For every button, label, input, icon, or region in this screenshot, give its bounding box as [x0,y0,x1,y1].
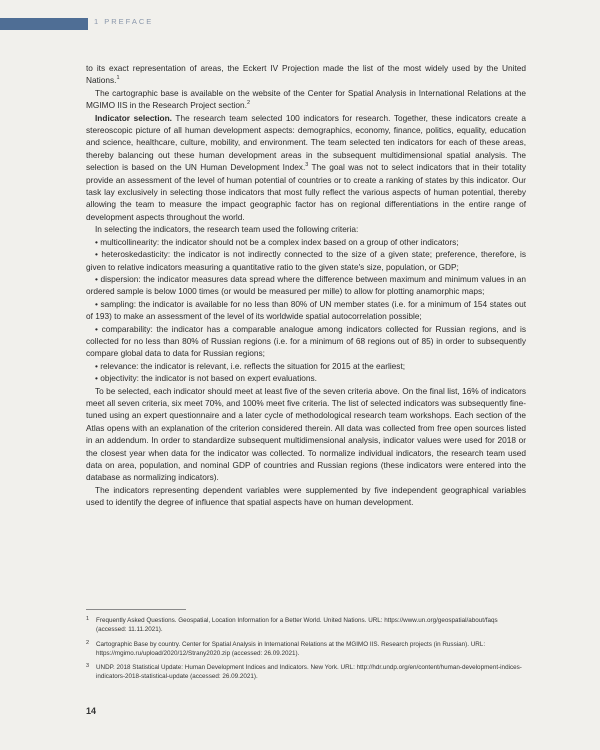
criteria-bullet: • sampling: the indicator is available for no less than 80% of UN member states (i.e. for a minimum of 154 states out of 193) to make an assessment of the level of its worldwide spatial autocorrelation possible; [86,298,526,322]
criteria-bullet: • objectivity: the indicator is not based on expert evaluations. [95,373,317,384]
paragraph-5: To be selected, each indicator should meet at least five of the seven criteria above. On the final list, 16% of indicators meet all seven criteria, six meet 70%, and 100% meet five criteria. The list of selected indicators was subsequently fine-tuned using an expert questionnaire and a later cycle of methodological research team workshops. Each section of the Atlas opens with an explanation of the criterion considered therein. All data was collected from free open sources listed in an addendum. In order to standardize subsequent multidimensional analysis, indicator values were used for 2018 or the closest year when data for the indicator was collected. To normalize individual indicators, the research team used data on area, population, and nominal GDP of countries and Russian regions (these indicators were entered into the database as normalizing indicators). [86,385,526,483]
footnote-text: Frequently Asked Questions. Geospatial, Location Information for a Better World. United Nations. URL: https://www.un.org/geospatial/about/faqs (accessed: 11.11.2021). [96,617,498,634]
section-header: 1 PREFACE [94,17,154,26]
body-text [86,62,526,509]
footnote-number: 2 [86,639,90,646]
criteria-bullet: • multicollinearity: the indicator should not be a complex index based on a group of other indicators; [95,236,459,247]
criteria-bullet: • heteroskedasticity: the indicator is not indirectly connected to the size of a given state; preference, therefore, is given to relative indicators measuring a quantitative ratio to the given state's size, population, or GDP; [86,249,526,272]
footnote-number: 3 [86,663,90,670]
footnote-number: 1 [86,616,90,622]
footnote-ref-2: 2 [246,100,250,107]
footnote-text: UNDP. 2018 Statistical Update: Human Development Indices and Indicators. New York. URL: http://hdr.undp.org/en/content/human-development-indices-indicators-2018-statistical-update (accessed: 26.09.2021). [96,664,522,681]
header-color-bar [0,18,88,30]
footnote [86,640,526,659]
criteria-bullet: • comparability: the indicator has a comparable analogue among indicators collected for Russian regions, and is collected for no less than 80% of Russian regions (i.e. for a minimum of 68 regions out of 85) in order to subsequently compare global data to data for Russian regions; [86,323,526,359]
paragraph-criteria-intro: In selecting the indicators, the research team used the following criteria: [95,224,359,235]
footnote-ref-3: 3 [305,162,309,169]
paragraph-3b-text: The goal was not to select indicators that in their totality provide an assessment of the level of human potential of countries or to create a ranking of states by this indicator. Our task lay exclusively in selecting those indicators that most fully reflect the various aspects of human potential, thereby allowing the team to measure the impact geographic factor has on regional differentiations in the entire range of development aspects throughout the world. [86,162,527,222]
run-in-heading: Indicator selection. [95,112,172,123]
paragraph-3a-text: The research team selected 100 indicators for research. Together, these indicators create a stereoscopic picture of all human development aspects: demographics, economy, finance, politics, equality, education and science, healthcare, culture, mobility, and environment. The team selected ten indicators for each of these areas, thereby balancing out these human development areas in the subsequent multidimensional spatial analysis. The selection is based on the UN Human Development Index. [86,112,526,173]
footnotes [86,616,526,687]
footnote [86,616,526,635]
footnote-text: Cartographic Base by country. Center for Spatial Analysis in International Relations at the MGIMO IIS. Research projects (in Russian). URL: https://mgimo.ru/upload/2020/12/Strany2020.zip (accessed: 26.09.2021). [96,640,486,657]
page-number: 14 [86,706,97,716]
paragraph-indicator-selection [86,112,526,224]
paragraph-2 [86,87,526,112]
paragraph-6: The indicators representing dependent variables were supplemented by five independent geographical variables used to identify the degree of influence that spatial aspects have on human development. [86,484,526,508]
footnote-ref-1: 1 [116,75,120,82]
paragraph-1-text: to its exact representation of areas, the Eckert IV Projection made the list of the most widely used by the United Nations. [86,63,526,86]
paragraph-1 [86,62,526,87]
criteria-bullet: • relevance: the indicator is relevant, i.e. reflects the situation for 2015 at the earliest; [95,360,406,371]
footnote [86,663,526,682]
footnote-divider [86,609,186,610]
paragraph-2-text: The cartographic base is available on the website of the Center for Spatial Analysis in International Relations at the MGIMO IIS in the Research Project section. [86,87,526,111]
criteria-bullet: • dispersion: the indicator measures data spread where the difference between maximum and minimum values in an ordered sample is below 1000 times (or would be measured per mille) to allow for plotting anamorphic maps; [86,273,526,297]
